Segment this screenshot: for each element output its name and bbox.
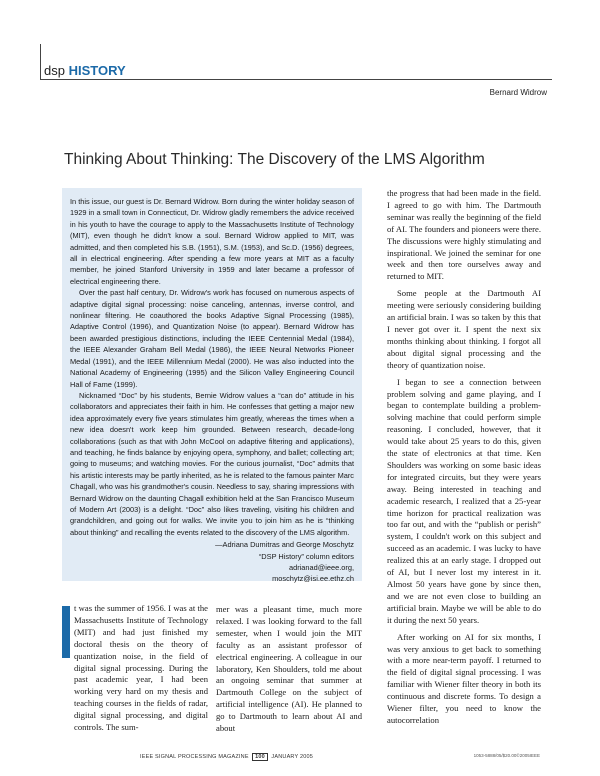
signature-email: adrianad@ieee.org, [288, 563, 354, 572]
department-label [44, 64, 126, 78]
editor-signature [70, 539, 354, 585]
header-horizontal-rule [40, 79, 552, 80]
page-number: 100 [252, 753, 268, 761]
body-right-column [387, 188, 541, 725]
body-middle-column [216, 604, 362, 735]
body-paragraph: mer was a pleasant time, much more relaxed. I was looking forward to the fall semester, when I would join the MIT faculty as an assistant professor of electrical engineering. A colleague in our laboratory, Ken Shoulders, told me about an ongoing seminar that summer at Dartmouth College on the subject of artificial intelligence (AI). He planned to go to Dartmouth to learn about AI and about [216, 604, 362, 734]
magazine-name: IEEE SIGNAL PROCESSING MAGAZINE [140, 754, 249, 760]
body-paragraph: Some people at the Dartmouth AI meeting were seriously considering building an artificial brain. I was so taken by this that I never got over it. I spent the next six months thinking about thinking. I forgot all about digital signal processing and the theory of quantization noise. [387, 288, 541, 370]
intro-paragraph: Nicknamed “Doc” by his students, Bernie Widrow values a “can do” attitude in his collaborators and appreciates their faith in him. He confesses that getting a major new idea approximately every five years stimulates him greatly, whereas the times when a new idea doesn't work keep him grounded. Between research, decade-long collaborations (such as that with John McCool on adaptive filtering and applications), and teaching, he finds balance by enjoying opera, symphony, and ballet; collecting art; going to museums; and watching movies. For the curious journalist, “Doc” admits that his artistic interests may be partly inherited, as he is related to the famous painter Marc Chagall, who was his grandmother's cousin. Needless to say, sharing impressions with Bernard Widrow on the daunting Chagall exhibition held at the San Francisco Museum of Modern Art (2003) is a delight. “Doc” also likes traveling, visiting his children and grandchildren, and going out for walks. We invite you to join him as he is “thinking about thinking” and recalling the events related to the discovery of the LMS algorithm. [70, 390, 354, 537]
body-left-column: t was the summer of 1956. I was at the Massachusetts Institute of Technology (MIT) and had just finished my doctoral thesis on the theory of quantization noise, in the field of digital signal processing. During the past academic year, I had been working very hard on my thesis and teaching courses in the fields of radar, digital signal processing, and digital controls. The sum- [74, 603, 208, 733]
issue-date: JANUARY 2005 [271, 754, 314, 760]
dept-name: HISTORY [68, 63, 126, 78]
signature-email: moschytz@isi.ee.ethz.ch [272, 574, 354, 584]
intro-box [62, 188, 362, 584]
page-footer [140, 753, 313, 761]
dropcap-letter-block [62, 606, 70, 658]
article-title: Thinking About Thinking: The Discovery of the LMS Algorithm [64, 151, 485, 168]
body-paragraph: After working on AI for six months, I was very anxious to get back to something with a more near-term payoff. I returned to the field of digital signal processing. I was familiar with Wiener filter theory in both its continuous and discrete forms. To design a Wiener filter, you need to know the autocorrelation [387, 631, 541, 725]
signature-line: “DSP History” column editors [258, 551, 354, 561]
header-vertical-rule [40, 44, 41, 80]
intro-paragraph: In this issue, our guest is Dr. Bernard Widrow. Born during the winter holiday season of 1929 in a small town in Connecticut, Dr. Widrow gladly remembers the advice received in his youth to have the courage to apply to the Massachusetts Institute of Technology (MIT), even though he didn't know a soul. Bernard Widrow applied to MIT, was admitted, and then completed his S.B. (1951), S.M. (1953), and Sc.D. (1956) degrees, all in electrical engineering. After spending a few more years at MIT as a faculty member, he joined Stanford University in 1959 and later became a professor of electrical engineering there. [70, 197, 354, 286]
signature-line: —Adriana Dumitras and George Moschytz [215, 540, 354, 550]
body-paragraph: the progress that had been made in the field. I agreed to go with him. The Dartmouth seminar was really the beginning of the field of AI. The founders and pioneers were there. The discussions were highly stimulating and inspirational. We joined the seminar for one week and then tore ourselves away and returned to MIT. [387, 188, 541, 282]
copyright-code: 1053-5888/05/$20.00©2005IEEE [473, 753, 540, 758]
intro-paragraph: Over the past half century, Dr. Widrow's work has focused on numerous aspects of adaptive digital signal processing: noise canceling, antennas, inverse control, and nonlinear filtering. He coauthored the books Adaptive Signal Processing (1985), Adaptive Control (1996), and Quantization Noise (to appear). Bernard Widrow has been awarded prestigious distinctions, including the IEEE Centennial Medal (1984), the IEEE Alexander Graham Bell Medal (1986), the IEEE Neural Networks Pioneer Medal (1991), and the IEEE Millennium Medal (2000). He was also inducted into the National Academy of Engineering (1995) and the Silicon Valley Engineering Council Hall of Fame (1999). [70, 288, 354, 389]
dept-prefix: dsp [44, 63, 65, 78]
author-name: Bernard Widrow [489, 88, 547, 97]
body-paragraph: I began to see a connection between problem solving and game playing, and I began to contemplate building a problem-solving machine that could perform simple reasoning. I concluded, however, that it would take about 25 years to do this, given the state of electronics at that time. Ken Shoulders was working on some basic ideas for integrated circuits, but they were years away. Being interested in teaching and academic research, I realized that a 25-year time horizon for practical realization was too far out, and with the “publish or perish” system, I couldn't work on this subject and succeed as an academic. I was lucky to have realized this at an early stage. I dropped out of AI, but I never lost my interest in it. Almost 50 years have gone by since then, and we are not even close to building an artificial brain. Maybe we will be able to do it during the next 50 years. [387, 376, 541, 625]
